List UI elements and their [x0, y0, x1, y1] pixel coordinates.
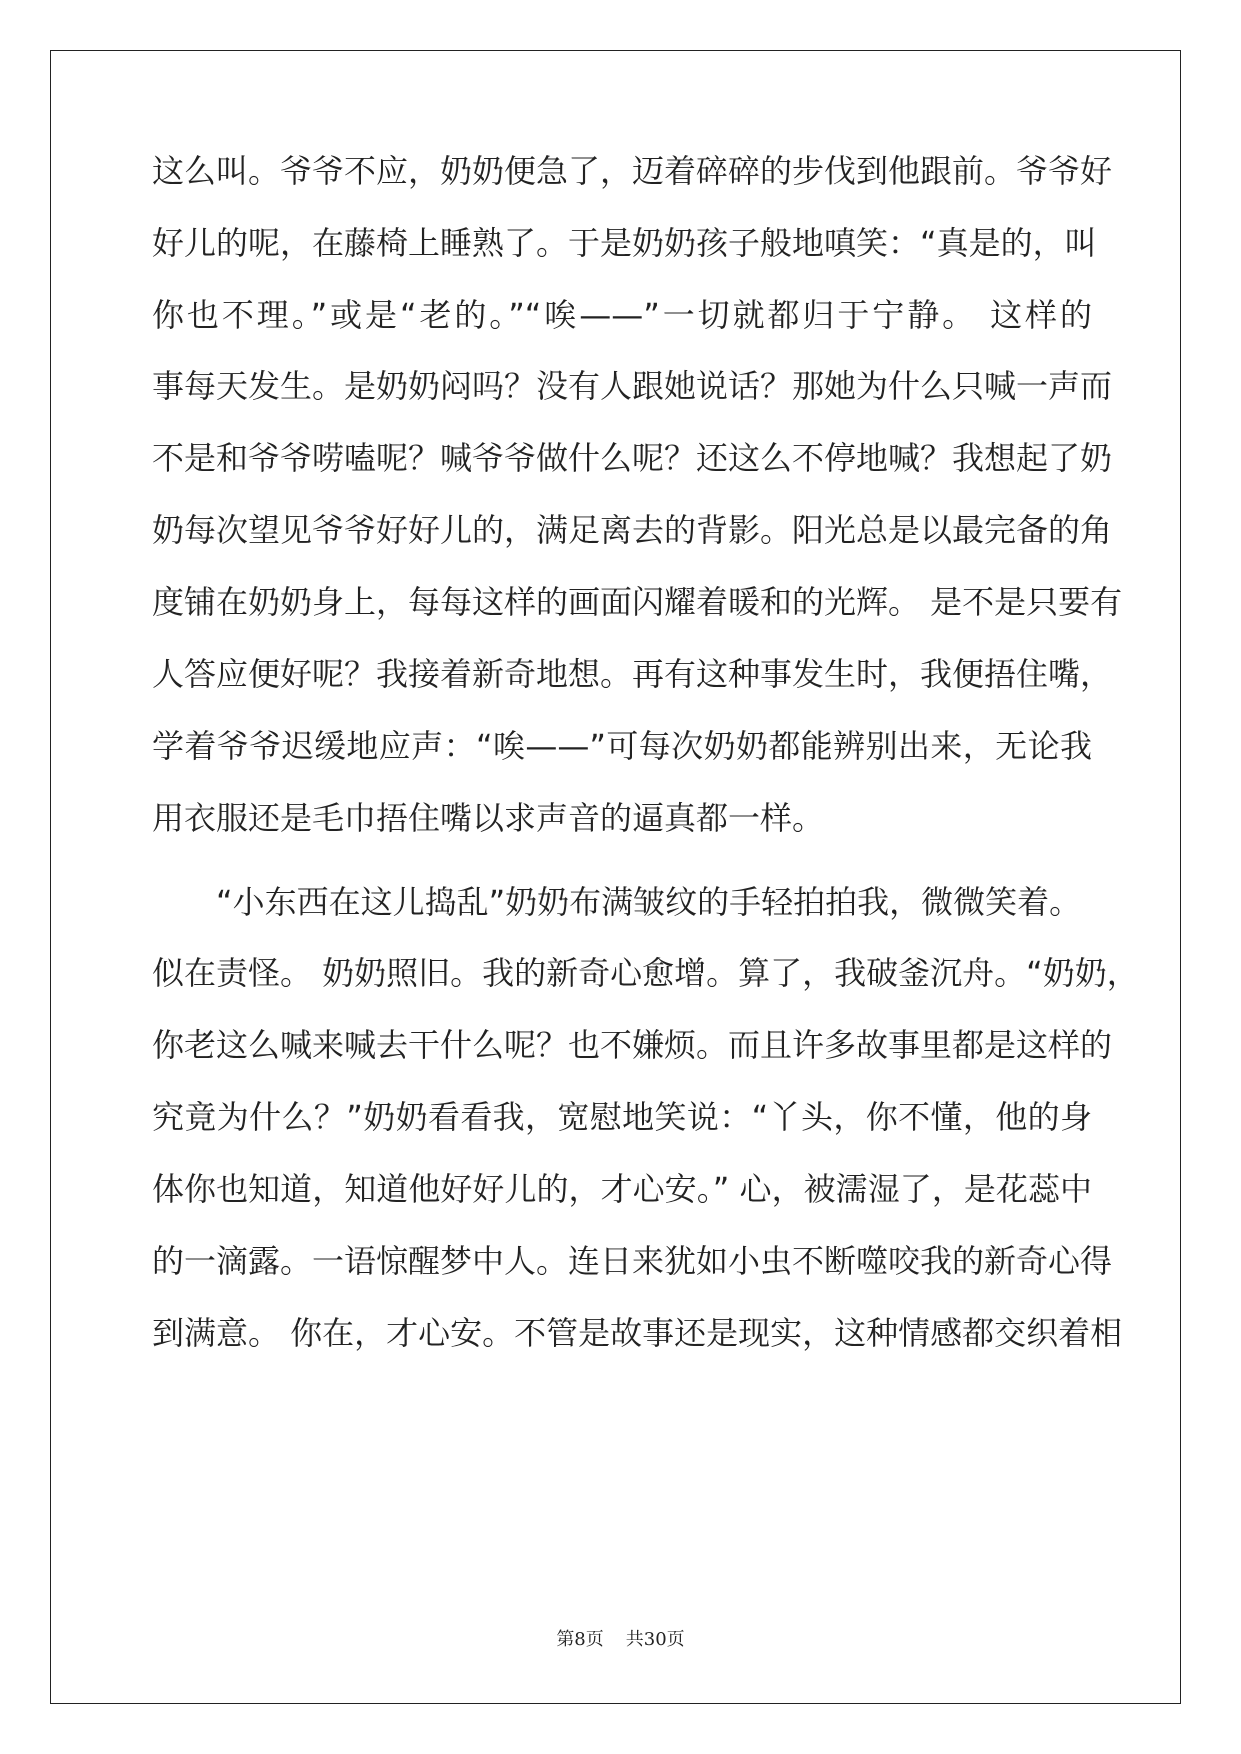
text-line: 似在责怪。 奶奶照旧。我的新奇心愈增。算了，我破釜沉舟。“奶奶， — [152, 954, 1139, 992]
text-line: 度铺在奶奶身上，每每这样的画面闪耀着暖和的光辉。 是不是只要有 — [152, 583, 1123, 621]
text-line: 这么叫。爷爷不应，奶奶便急了，迈着碎碎的步伐到他跟前。爷爷好 — [152, 152, 1113, 190]
page-footer — [0, 1625, 1241, 1651]
text-line: 究竟为什么？”奶奶看看我，宽慰地笑说：“丫头，你不懂，他的身 — [152, 1098, 1092, 1136]
text-line: 用衣服还是毛巾捂住嘴以求声音的逼真都一样。 — [152, 799, 825, 837]
text-line: 事每天发生。是奶奶闷吗？没有人跟她说话？那她为什么只喊一声而 — [152, 367, 1113, 405]
text-line: 你老这么喊来喊去干什么呢？也不嫌烦。而且许多故事里都是这样的 — [152, 1026, 1113, 1064]
page-number-total: 共30页 — [625, 1629, 685, 1650]
text-line: 学着爷爷迟缓地应声：“唉——”可每次奶奶都能辨别出来，无论我 — [152, 727, 1092, 765]
text-line: 你也不理。”或是“老的。”“唉——”一切就都归于宁静。 这样的 — [152, 296, 1092, 334]
text-line: 体你也知道，知道他好好儿的，才心安。” 心，被濡湿了，是花蕊中 — [152, 1170, 1092, 1208]
text-line: 到满意。 你在，才心安。不管是故事还是现实，这种情感都交织着相 — [152, 1314, 1123, 1352]
text-line: 的一滴露。一语惊醒梦中人。连日来犹如小虫不断噬咬我的新奇心得 — [152, 1242, 1113, 1280]
page-number-current: 第8页 — [556, 1629, 604, 1650]
text-line: 人答应便好呢？我接着新奇地想。再有这种事发生时，我便捂住嘴， — [152, 655, 1113, 693]
text-line: 奶每次望见爷爷好好儿的，满足离去的背影。阳光总是以最完备的角 — [152, 511, 1113, 549]
text-line: 不是和爷爷唠嗑呢？喊爷爷做什么呢？还这么不停地喊？我想起了奶 — [152, 439, 1113, 477]
paragraph-first-line: “小东西在这儿捣乱”奶奶布满皱纹的手轻拍拍我，微微笑着。 — [216, 883, 1082, 921]
text-line: 好儿的呢，在藤椅上睡熟了。于是奶奶孩子般地嗔笑：“真是的，叫 — [152, 224, 1097, 262]
